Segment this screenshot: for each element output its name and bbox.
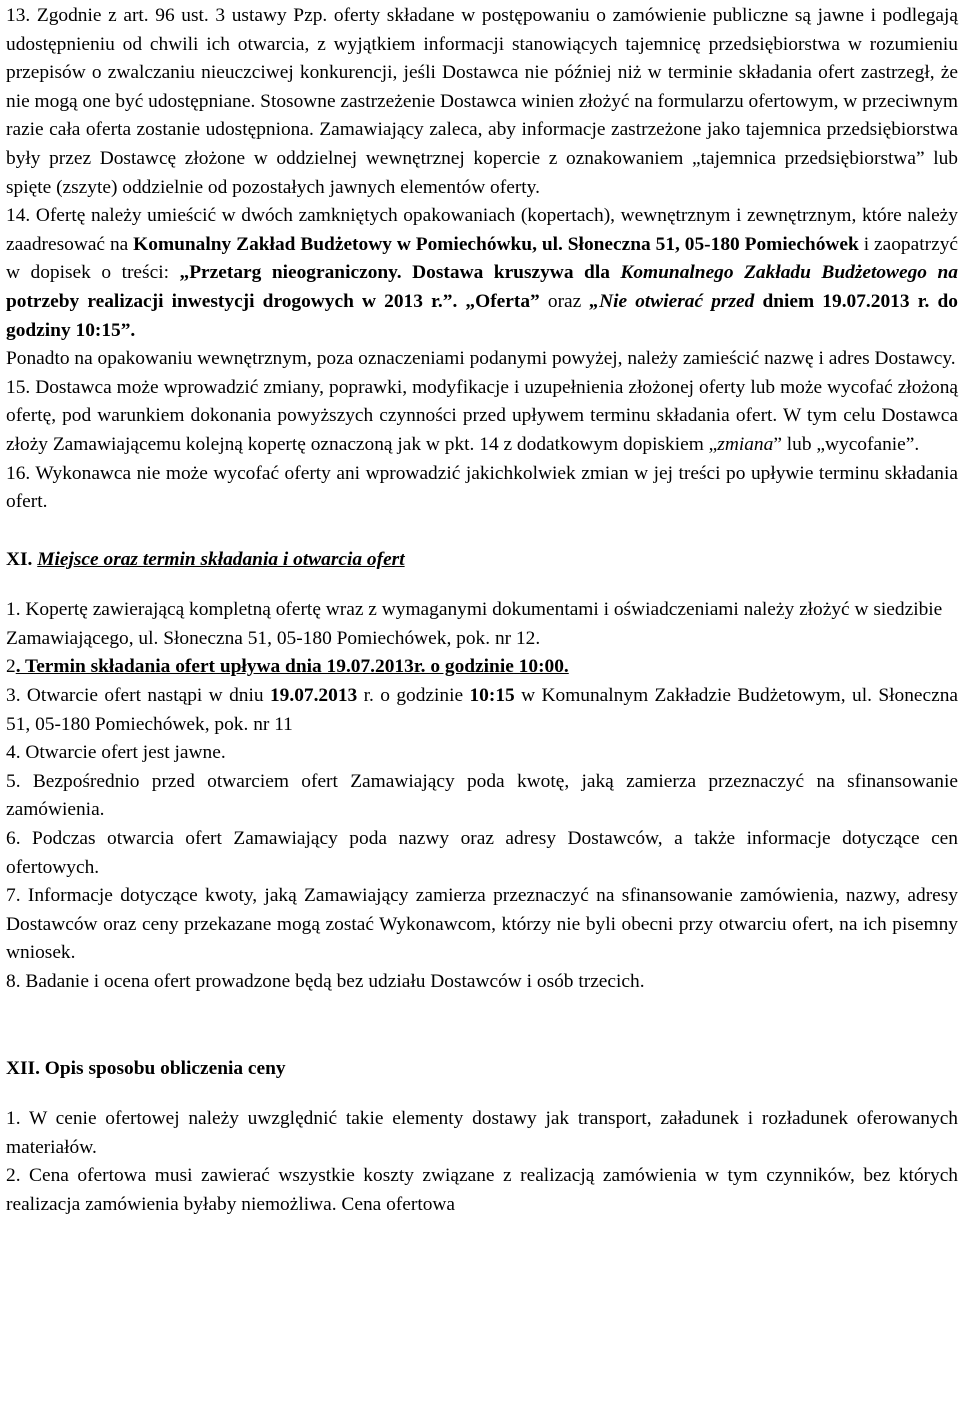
paragraph-15-text: 15. Dostawca może wprowadzić zmiany, poprawki, modyfikacje i uzupełnienia złożonej oferty lub może wycofać złożoną ofertę, pod warunkiem dokonania powyższych czynności przed upływem terminu składania ofert. W tym celu Dostawca złoży Zamawiającemu kolejną kopertę oznaczoną jak w pkt. 14 z dodatkowym dopiskiem „ — [6, 376, 958, 455]
paragraph-14-label-end: potrzeby realizacji inwestycji drogowych w 2013 r.”. „Oferta” — [6, 290, 540, 312]
paragraph-16-text: 16. Wykonawca nie może wycofać oferty ani wprowadzić jakichkolwiek zmian w jej treści po upływie terminu składania ofert. — [6, 462, 958, 513]
section-xi-item-8-text: 8. Badanie i ocena ofert prowadzone będą bez udziału Dostawców i osób trzecich. — [6, 971, 645, 992]
section-xi-item-5-text: 5. Bezpośrednio przed otwarciem ofert Zamawiający poda kwotę, jaką zamierza przeznaczyć na sfinansowanie zamówienia. — [6, 770, 958, 821]
paragraph-14-note-text: Ponadto na opakowaniu wewnętrznym, poza oznaczeniami podanymi powyżej, należy zamieścić nazwę i adres Dostawcy. — [6, 348, 956, 370]
section-xi-item-1-text: 1. Kopertę zawierającą kompletną ofertę wraz z wymaganymi dokumentami i oświadczeniami należy złożyć w siedzibie Zamawiającego, ul. Słoneczna 51, 05-180 Pomiechówek, pok. nr 12. — [6, 599, 943, 649]
section-xi-item-4-text: 4. Otwarcie ofert jest jawne. — [6, 742, 226, 764]
paragraph-13-text: 13. Zgodnie z art. 96 ust. 3 ustawy Pzp. oferty składane w postępowaniu o zamówienie publiczne są jawne i podlegają udostępnieniu od chwili ich otwarcia, z wyjątkiem informacji stanowiących tajemnicę przedsiębiorstwa w rozumieniu przepisów o zwalczaniu nieuczciwej konkurencji, jeśli Dostawca nie później niż w terminie składania ofert zastrzegł, że nie mogą one być udostępniane. Stosowne zastrzeżenie Dostawca winien złożyć na formularzu ofertowym, w przeciwnym razie cała oferta zostanie udostępniona. Zamawiający zaleca, aby informacje zastrzeżone jako tajemnica przedsiębiorstwa były przez Dostawcę złożone w oddzielnej wewnętrznej kopercie z oznakowaniem „tajemnica przedsiębiorstwa” lub spięte (zszyte) oddzielnie od pozostałych jawnych elementów oferty. — [6, 5, 958, 198]
section-xii-item-1-text: 1. W cenie ofertowej należy uwzględnić takie elementy dostawy jak transport, załadunek i rozładunek oferowanych materiałów. — [6, 1108, 958, 1158]
section-xi-title: Miejsce oraz termin składania i otwarcia ofert — [37, 548, 405, 570]
paragraph-14-date: dniem 19.07.2013 r. do godziny 10:15”. — [6, 290, 958, 341]
section-xi-item-2-text: . Termin składania ofert upływa dnia 19.07.2013r. o godzinie 10:00. — [15, 656, 569, 678]
paragraph-14-do-not-open: „Nie otwierać przed — [589, 290, 755, 312]
paragraph-14-note — [6, 345, 958, 374]
section-xi-item-6-text: 6. Podczas otwarcia ofert Zamawiający poda nazwy oraz adresy Dostawców, a także informacje dotyczące cen ofertowych. — [6, 828, 958, 878]
document-page — [6, 0, 958, 1220]
paragraph-14-label-start: „Przetarg nieograniczony. Dostawa kruszywa dla — [179, 262, 621, 284]
paragraph-15-zmiana: zmiana — [717, 433, 774, 455]
section-xi-item-2-number: 2 — [6, 656, 16, 678]
section-xii-title: XII. Opis sposobu obliczenia ceny — [6, 1057, 286, 1079]
section-xi-number: XI. — [6, 548, 33, 570]
section-xi-item-3-time: 10:15 — [469, 685, 515, 707]
section-xii-item-2-text: 2. Cena ofertowa musi zawierać wszystkie koszty związane z realizacją zamówienia w tym czynników, bez których realizacja zamówienia byłaby niemożliwa. Cena ofertowa — [6, 1165, 958, 1215]
section-xii-item-1 — [6, 1105, 958, 1162]
paragraph-14 — [6, 202, 958, 345]
section-xi-item-8 — [6, 968, 958, 997]
section-xi-item-7 — [6, 882, 958, 968]
paragraph-14-label-italic: Komunalnego Zakładu Budżetowego na — [620, 262, 958, 284]
paragraph-14-mid: i zaopatrzyć w dopisek o treści: — [6, 233, 958, 284]
section-xii-heading — [6, 1055, 958, 1084]
paragraph-15-end: ” lub „wycofanie”. — [773, 433, 920, 455]
section-xi-heading — [6, 546, 958, 575]
section-xi-item-4 — [6, 739, 958, 768]
section-xi-item-2 — [6, 653, 958, 682]
section-xi-item-7-text: 7. Informacje dotyczące kwoty, jaką Zamawiający zamierza przeznaczyć na sfinansowanie zamówienia, nazwy, adresy Dostawców oraz ceny przekazane mogą zostać Wykonawcom, którzy nie byli obecni przy otwarciu ofert, na ich pisemny wniosek. — [6, 885, 958, 964]
paragraph-13 — [6, 2, 958, 202]
section-xi-item-3 — [6, 682, 958, 739]
section-xi-item-6 — [6, 825, 958, 882]
paragraph-15 — [6, 374, 958, 460]
paragraph-16 — [6, 460, 958, 517]
section-xii-item-2 — [6, 1162, 958, 1219]
section-xi-item-1 — [6, 596, 958, 653]
paragraph-14-and: oraz — [539, 290, 590, 312]
section-xi-item-3-c: r. o godzinie — [357, 685, 470, 707]
section-xi-item-3-a: 3. Otwarcie ofert nastąpi w dniu — [6, 685, 270, 707]
section-xi-item-3-e: w Komunalnym Zakładzie Budżetowym, ul. Słoneczna 51, 05-180 Pomiechówek, pok. nr 11 — [6, 685, 959, 735]
section-xi-item-3-date: 19.07.2013 — [269, 685, 358, 707]
section-xi-item-5 — [6, 768, 958, 825]
paragraph-14-address: Komunalny Zakład Budżetowy w Pomiechówku, ul. Słoneczna 51, 05-180 Pomiechówek — [133, 233, 859, 255]
paragraph-14-intro: 14. Ofertę należy umieścić w dwóch zamkniętych opakowaniach (kopertach), wewnętrznym i zewnętrznym, które należy zaadresować na — [6, 205, 958, 255]
